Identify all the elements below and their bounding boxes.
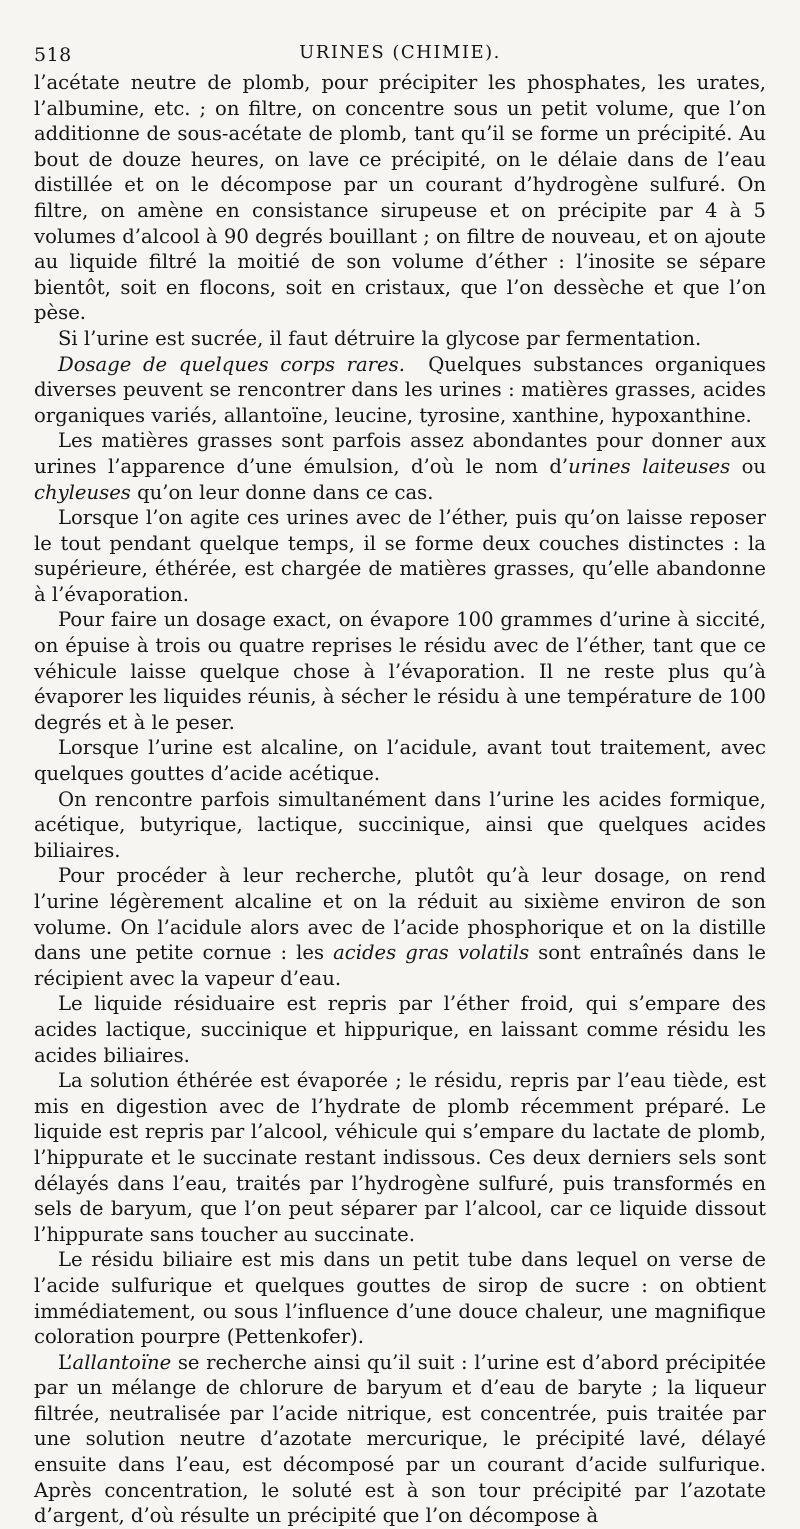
paragraph	[34, 863, 766, 991]
term-chyleuses: chyleuses	[34, 480, 131, 504]
paragraph-text: sont entraînés dans le récipient avec la vapeur d’eau.	[34, 941, 766, 990]
paragraph	[34, 428, 766, 505]
paragraph: Le liquide résiduaire est repris par l’éther froid, qui s’empare des acides lactique, succinique et hippurique, en laissant comme résidu les acides biliaires.	[34, 992, 766, 1067]
term-allantoine: allantoïne	[72, 1350, 172, 1374]
paragraph: La solution éthérée est évaporée ; le résidu, repris par l’eau tiède, est mis en digestion avec de l’hydrate de plomb récemment préparé. Le liquide est repris par l’alcool, véhicule qui s’empare du lactate de plomb, l’hippurate et le succinate restant indissous. Ces deux derniers sels sont délayés dans l’eau, traités par l’hydrogène sulfuré, puis transformés en sels de baryum, que l’on peut séparer par l’alcool, car ce liquide dissout l’hippurate sans toucher au succinate.	[34, 1069, 766, 1246]
term-acides-gras: acides gras volatils	[333, 941, 530, 965]
paragraph-text: Quelques substances organiques diverses peuvent se rencontrer dans les urines : matières grasses, acides organiques variés, allantoïne, leucine, tyrosine, xanthine, hypoxanthine.	[34, 352, 766, 427]
paragraph	[34, 1350, 766, 1529]
paragraph-text: Pour procéder à leur recherche, plutôt qu’à leur dosage, on rend l’urine légèrement alcaline et on la réduit au sixième environ de son volume. On l’acidule alors avec de l’acide phosphorique et on la distille dans une petite cornue : les	[34, 864, 766, 965]
paragraph: Si l’urine est sucrée, il faut détruire la glycose par fermentation.	[58, 326, 702, 350]
paragraph: Pour faire un dosage exact, on évapore 100 grammes d’urine à siccité, on épuise à trois ou quatre reprises le résidu avec de l’éther, tant que ce véhicule laisse quelque chose à l’évaporation. Il ne reste plus qu’à évaporer les liquides réunis, à sécher le résidu à une température de 100 degrés et à le peser.	[34, 608, 766, 734]
term-urines-laiteuses: urines laiteuses	[568, 454, 731, 478]
paragraph: Lorsque l’on agite ces urines avec de l’éther, puis qu’on laisse reposer le tout pendant quelque temps, il se forme deux couches distinctes : la supérieure, éthérée, est chargée de matières grasses, qu’elle abandonne à l’évaporation.	[34, 506, 766, 606]
paragraph: l’acétate neutre de plomb, pour précipiter les phosphates, les urates, l’albumine, etc. ; on filtre, on concentre sous un petit volume, que l’on additionne de sous-acétate de plomb, tant qu’il se forme un précipité. Au bout de douze heures, on lave ce précipité, on le délaie dans de l’eau distillée et on le décompose par un courant d’hydrogène sulfuré. On filtre, on amène en consistance sirupeuse et on précipite par 4 à 5 volumes d’alcool à 90 degrés bouillant ; on filtre de nouveau, et on ajoute au liquide filtré la moitié de son volume d’éther : l’inosite se sépare bientôt, soit en flocons, soit en cristaux, que l’on dessèche et que l’on pèse.	[34, 71, 766, 325]
paragraph-text: qu’on leur donne dans ce cas.	[130, 480, 434, 504]
page-number: 518	[34, 44, 72, 66]
paragraph-text: Les matières grasses sont parfois assez abondantes pour donner aux urines l’apparence d’une émulsion, d’où le nom d’	[34, 429, 766, 478]
paragraph: Le résidu biliaire est mis dans un petit tube dans lequel on verse de l’acide sulfurique et quelques gouttes de sirop de sucre : on obtient immédiatement, ou sous l’influence d’une douce chaleur, une magnifique coloration pourpre (Pettenkofer).	[34, 1248, 766, 1349]
paragraph: Lorsque l’urine est alcaline, on l’acidule, avant tout traitement, avec quelques gouttes d’acide acétique.	[34, 736, 766, 786]
paragraph: On rencontre parfois simultanément dans l’urine les acides formique, acétique, butyrique, lactique, succinique, ainsi que quelques acides biliaires.	[34, 787, 766, 862]
paragraph-text: se recherche ainsi qu’il suit : l’urine est d’abord précipitée par un mélange de chlorure de baryum et d’eau de baryte ; la liqueur filtrée, neutralisée par l’acide nitrique, est concentrée, puis traitée par une solution neutre d’azotate mercurique, le précipité lavé, délayé ensuite dans l’eau, est décomposé par un courant d’acide sulfurique. Après concentration, le soluté est à son tour précipité par l’azotate d’argent, d’où résulte un précipité que l’on décompose à	[34, 1350, 766, 1528]
paragraph-text: ou	[730, 454, 766, 478]
paragraph-text: L’	[58, 1350, 73, 1374]
running-head: URINES (CHIMIE).	[299, 42, 501, 63]
paragraph	[34, 352, 766, 429]
page-header	[34, 36, 766, 66]
section-title: Dosage de quelques corps rares.	[58, 352, 405, 376]
body-text	[34, 70, 766, 1529]
